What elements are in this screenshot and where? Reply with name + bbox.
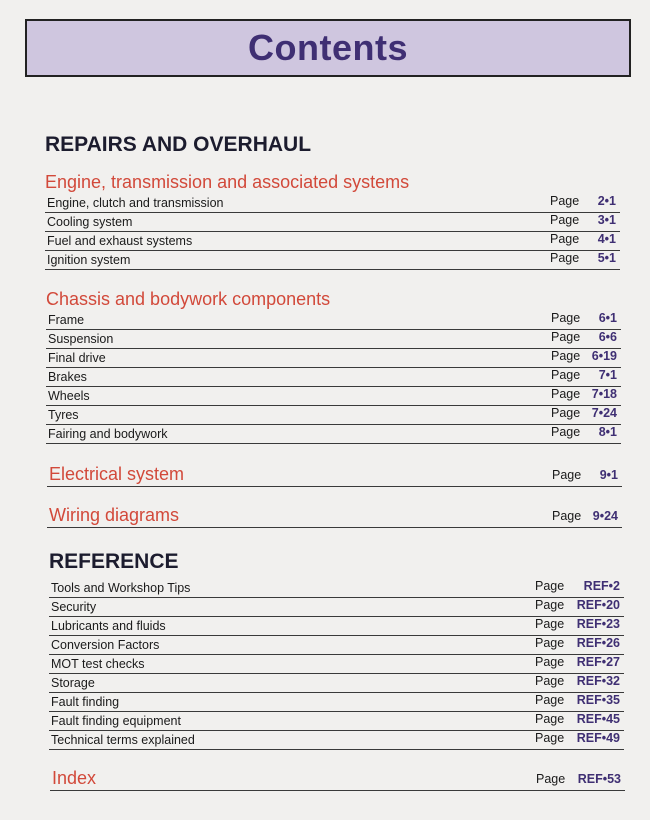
toc-row-page-number: REF•27 xyxy=(576,655,620,669)
toc-row-index[interactable] xyxy=(50,768,625,791)
toc-row-page-word: Page xyxy=(551,311,581,325)
toc-row[interactable] xyxy=(49,635,624,655)
toc-row-wiring[interactable] xyxy=(47,505,622,528)
toc-row-page-number: 2•1 xyxy=(597,194,616,208)
toc-row-label: Brakes xyxy=(48,370,87,384)
toc-row-label: Ignition system xyxy=(47,253,131,267)
toc-row-page-word: Page xyxy=(550,213,580,227)
toc-row-label: Security xyxy=(51,600,97,614)
toc-row-page-number: 6•1 xyxy=(598,311,617,325)
toc-row-page-number: 7•1 xyxy=(598,368,617,382)
group-heading-electrical: Electrical system xyxy=(49,464,185,484)
toc-row-page-number: 4•1 xyxy=(597,232,616,246)
toc-row-page-number: 5•1 xyxy=(597,251,616,265)
toc-row-page-number: REF•26 xyxy=(576,636,620,650)
contents-title-bar xyxy=(25,19,631,77)
toc-row[interactable] xyxy=(49,730,624,750)
toc-row-page-number: REF•20 xyxy=(576,598,620,612)
toc-row-label: Fault finding equipment xyxy=(51,714,181,728)
toc-row[interactable] xyxy=(46,386,621,406)
toc-row-page-number: REF•32 xyxy=(576,674,620,688)
toc-row-page-word: Page xyxy=(535,731,565,745)
group-heading-chassis: Chassis and bodywork components xyxy=(46,289,331,309)
toc-row[interactable] xyxy=(49,673,624,693)
toc-row-page-number: 6•19 xyxy=(591,349,617,363)
group-heading-wiring: Wiring diagrams xyxy=(49,505,180,525)
toc-row[interactable] xyxy=(49,616,624,636)
toc-row-label: Storage xyxy=(51,676,95,690)
toc-row-page-word: Page xyxy=(535,655,565,669)
toc-row-label: Technical terms explained xyxy=(51,733,195,747)
toc-row-page-number: 7•24 xyxy=(591,406,617,420)
toc-row-label: Tools and Workshop Tips xyxy=(51,581,191,595)
toc-row-label: Suspension xyxy=(48,332,114,346)
page-title: Contents xyxy=(248,27,408,68)
toc-row-label: Conversion Factors xyxy=(51,638,160,652)
toc-row[interactable] xyxy=(45,250,620,270)
toc-row[interactable] xyxy=(46,348,621,368)
toc-row-label: Cooling system xyxy=(47,215,133,229)
toc-row-label: Fault finding xyxy=(51,695,120,709)
toc-row-page-word: Page xyxy=(552,468,582,482)
toc-row-page-number: REF•2 xyxy=(583,579,620,593)
toc-row-label: Fuel and exhaust systems xyxy=(47,234,193,248)
toc-row-page-number: 6•6 xyxy=(598,330,617,344)
toc-row-page-word: Page xyxy=(535,693,565,707)
toc-row-label: Final drive xyxy=(48,351,106,365)
toc-row-page-word: Page xyxy=(551,330,581,344)
toc-row-label: Fairing and bodywork xyxy=(48,427,168,441)
toc-row-page-number: 9•1 xyxy=(599,468,618,482)
toc-row-label: MOT test checks xyxy=(51,657,145,671)
toc-row-page-number: 9•24 xyxy=(592,509,618,523)
toc-row-page-word: Page xyxy=(551,425,581,439)
section-heading-repairs: REPAIRS AND OVERHAUL xyxy=(45,133,312,156)
toc-row-page-number: REF•45 xyxy=(576,712,620,726)
toc-row-label: Wheels xyxy=(48,389,90,403)
toc-row[interactable] xyxy=(49,597,624,617)
toc-row-page-number: REF•49 xyxy=(576,731,620,745)
toc-row[interactable] xyxy=(46,329,621,349)
toc-row-page-number: REF•23 xyxy=(576,617,620,631)
toc-row-page-number: REF•35 xyxy=(576,693,620,707)
toc-row-page-word: Page xyxy=(535,712,565,726)
toc-row-page-word: Page xyxy=(551,368,581,382)
toc-row-page-word: Page xyxy=(550,232,580,246)
toc-row[interactable] xyxy=(46,310,621,330)
toc-row-page-number: 7•18 xyxy=(591,387,617,401)
toc-row-electrical[interactable] xyxy=(47,464,622,487)
toc-row[interactable] xyxy=(49,578,624,598)
toc-row-page-number: REF•53 xyxy=(577,772,621,786)
toc-row-page-word: Page xyxy=(535,617,565,631)
toc-row-page-word: Page xyxy=(551,387,581,401)
toc-row[interactable] xyxy=(49,654,624,674)
toc-row[interactable] xyxy=(46,405,621,425)
toc-row[interactable] xyxy=(46,367,621,387)
toc-row-page-word: Page xyxy=(535,674,565,688)
toc-row[interactable] xyxy=(45,212,620,232)
section-heading-reference: REFERENCE xyxy=(49,550,179,573)
toc-row-page-number: 8•1 xyxy=(598,425,617,439)
toc-row-page-word: Page xyxy=(550,194,580,208)
toc-row-page-word: Page xyxy=(552,509,582,523)
toc-row-page-word: Page xyxy=(536,772,566,786)
toc-row-page-number: 3•1 xyxy=(597,213,616,227)
toc-row[interactable] xyxy=(49,692,624,712)
toc-row-label: Frame xyxy=(48,313,85,327)
toc-row-page-word: Page xyxy=(551,349,581,363)
toc-row[interactable] xyxy=(46,424,621,444)
toc-row-page-word: Page xyxy=(550,251,580,265)
toc-row-label: Engine, clutch and transmission xyxy=(47,196,224,210)
toc-row-page-word: Page xyxy=(535,579,565,593)
toc-row-page-word: Page xyxy=(551,406,581,420)
group-heading-engine: Engine, transmission and associated systems xyxy=(45,172,410,192)
toc-row[interactable] xyxy=(45,231,620,251)
toc-row[interactable] xyxy=(45,193,620,213)
toc-row-page-word: Page xyxy=(535,636,565,650)
toc-row[interactable] xyxy=(49,711,624,731)
toc-row-label: Lubricants and fluids xyxy=(51,619,166,633)
group-heading-index: Index xyxy=(52,768,97,788)
toc-row-label: Tyres xyxy=(48,408,79,422)
toc-row-page-word: Page xyxy=(535,598,565,612)
